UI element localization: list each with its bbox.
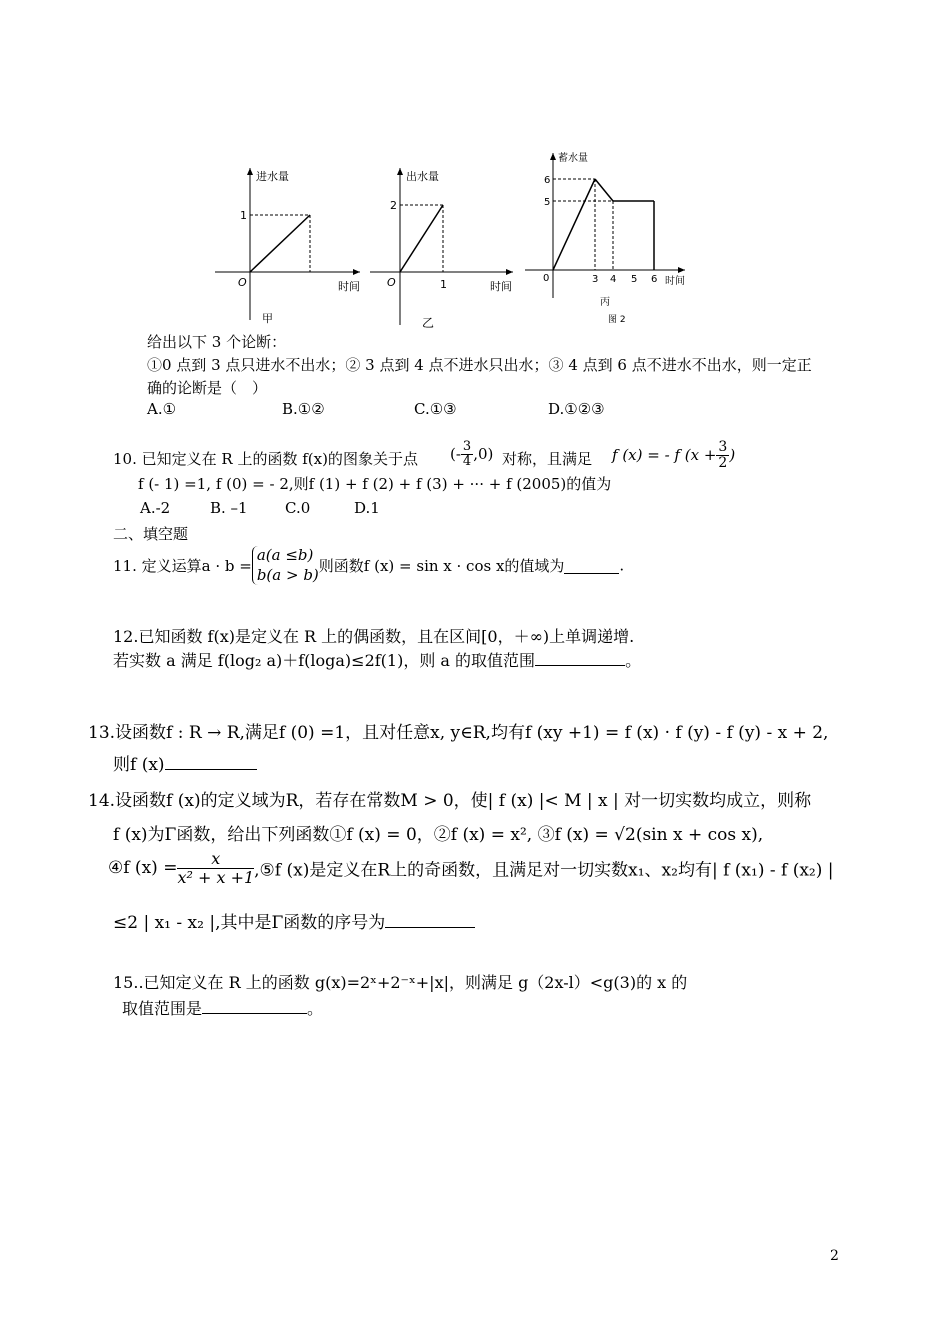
graph-storage-caption: 丙	[600, 297, 610, 308]
q10-option-b: B. –1	[210, 499, 248, 517]
graph-inflow-origin: O	[238, 276, 247, 289]
q10-text2: 对称，且满足	[502, 450, 593, 468]
page-number: 2	[830, 1248, 839, 1264]
q11-post: 则函数f (x) = sin x · cos x的值域为	[318, 557, 565, 575]
graph-outflow-caption: 乙	[422, 316, 435, 330]
q10-option-c: C.0	[285, 499, 311, 517]
q10-option-a: A.-2	[140, 499, 171, 517]
q12-line1: 12.已知函数 f(x)是定义在 R 上的偶函数，且在区间[0，＋∞)上单调递增.	[113, 627, 635, 646]
q11-case2: b(a > b)	[256, 565, 319, 584]
q15-line2	[122, 996, 323, 1019]
q10-point	[450, 440, 493, 470]
q9-option-b: B.①②	[282, 400, 325, 418]
graph-storage-tick-x4: 4	[610, 274, 617, 285]
q10-point-open: (-	[450, 444, 461, 463]
q15-line2-text: 取值范围是	[122, 999, 203, 1018]
graph-storage-tick-x3: 3	[592, 274, 599, 285]
q9-option-d: D.①②③	[548, 400, 605, 418]
section-heading: 二、填空题	[113, 525, 189, 543]
q13-answer-blank[interactable]	[165, 752, 257, 770]
q11-pre: 11. 定义运算a · b =	[113, 557, 252, 575]
graph-inflow-tick-y: 1	[240, 209, 247, 222]
q10-line2: f (- 1) =1, f (0) = - 2,则f (1) + f (2) + f (3) + ··· + f (2005)的值为	[138, 475, 612, 493]
q10-option-d: D.1	[354, 499, 380, 517]
q13-line2	[113, 750, 257, 775]
graph-outflow-origin: O	[387, 276, 396, 289]
q9-option-a: A.①	[147, 400, 177, 418]
q11-cases	[252, 546, 319, 585]
q14-line4	[113, 908, 475, 933]
q12-answer-blank[interactable]	[535, 649, 625, 666]
q14-line3	[108, 850, 834, 886]
graph-storage-tick-y6: 6	[544, 175, 551, 186]
graph-storage	[520, 148, 695, 328]
q15-answer-blank[interactable]	[202, 997, 307, 1014]
q12-line2	[113, 648, 641, 671]
q10-condition: f (x) = - f (x + $\frac{3}{2}$ )	[612, 439, 736, 472]
graph-outflow-xlabel: 时间	[490, 280, 512, 293]
graph-storage-ylabel: 蓄水量	[558, 153, 588, 164]
q14-l3-den: x² + x +1	[177, 867, 255, 887]
q15-line1: 15..已知定义在 R 上的函数 g(x)=2ˣ+2⁻ˣ+|x|，则满足 g（2x-l）<g(3)的 x 的	[113, 973, 688, 992]
q14-l3-num: x	[177, 850, 254, 869]
q9-line2: 确的论断是（ ）	[147, 379, 268, 397]
graph-storage-origin: 0	[543, 273, 550, 284]
q10-cond-num: 3	[718, 439, 728, 455]
q11-answer-blank[interactable]	[564, 558, 619, 574]
graph-inflow	[210, 160, 370, 330]
q9-option-c: C.①③	[414, 400, 457, 418]
q15-end: 。	[307, 999, 324, 1018]
graph-inflow-ylabel: 进水量	[256, 170, 289, 183]
graph-storage-tick-x5: 5	[631, 274, 638, 285]
q14-line1: 14.设函数f (x)的定义域为R，若存在常数M > 0，使| f (x) |< M | x | 对一切实数均成立，则称	[88, 791, 812, 811]
q11-end: .	[619, 556, 625, 575]
q11-case1: a(a ≤b)	[256, 546, 314, 564]
q14-line2: f (x)为Γ函数，给出下列函数①f (x) = 0，②f (x) = x², ③f (x) = √2(sin x + cos x),	[113, 825, 764, 845]
graph-outflow-ylabel: 出水量	[406, 170, 439, 183]
q10-point-num: 3	[462, 439, 472, 454]
graph-storage-xlabel: 时间	[665, 276, 685, 287]
q14-line4-text: ≤2 | x₁ - x₂ |,其中是Γ函数的序号为	[113, 913, 386, 933]
graph-outflow	[365, 160, 520, 335]
q13-line2-text: 则f (x)	[113, 755, 165, 775]
q13-line1: 13.设函数f : R → R,满足f (0) =1，且对任意x, y∈R,均有f (xy +1) = f (x) · f (y) - f (y) - x + 2,	[88, 723, 829, 743]
graph-inflow-xlabel: 时间	[338, 280, 360, 293]
graph-storage-figure: 图 2	[608, 315, 626, 325]
q9-intro: 给出以下 3 个论断：	[147, 333, 287, 351]
q10-cond-den: 2	[718, 455, 728, 472]
q14-l3-pre: ④f (x) =	[108, 858, 178, 879]
q10-point-den: 4	[462, 454, 472, 470]
q14-l3-post: ,⑤f (x)是定义在R上的奇函数，且满足对一切实数x₁、x₂均有| f (x₁) - f (x₂) |	[254, 860, 834, 881]
q10-text: 10. 已知定义在 R 上的函数 f(x)的图象关于点	[113, 450, 418, 468]
graph-storage-tick-x6: 6	[651, 274, 658, 285]
q11	[113, 546, 624, 585]
q14-answer-blank[interactable]	[385, 910, 475, 928]
graph-inflow-caption: 甲	[262, 312, 273, 325]
q9-line1: ①0 点到 3 点只进水不出水；② 3 点到 4 点不进水只出水；③ 4 点到 6 点不进水不出水，则一定正	[147, 356, 812, 374]
q10-cond-text: f (x) = - f (x +	[612, 445, 717, 464]
q10-point-close: ,0)	[473, 444, 494, 463]
graph-outflow-tick-y: 2	[390, 199, 397, 212]
q12-end: 。	[625, 651, 642, 670]
q12-line2-text: 若实数 a 满足 f(log₂ a)＋f(loga)≤2f(1)，则 a 的取值范围	[113, 651, 536, 670]
graph-outflow-tick-x: 1	[440, 278, 447, 291]
graph-storage-tick-y5: 5	[544, 197, 551, 208]
